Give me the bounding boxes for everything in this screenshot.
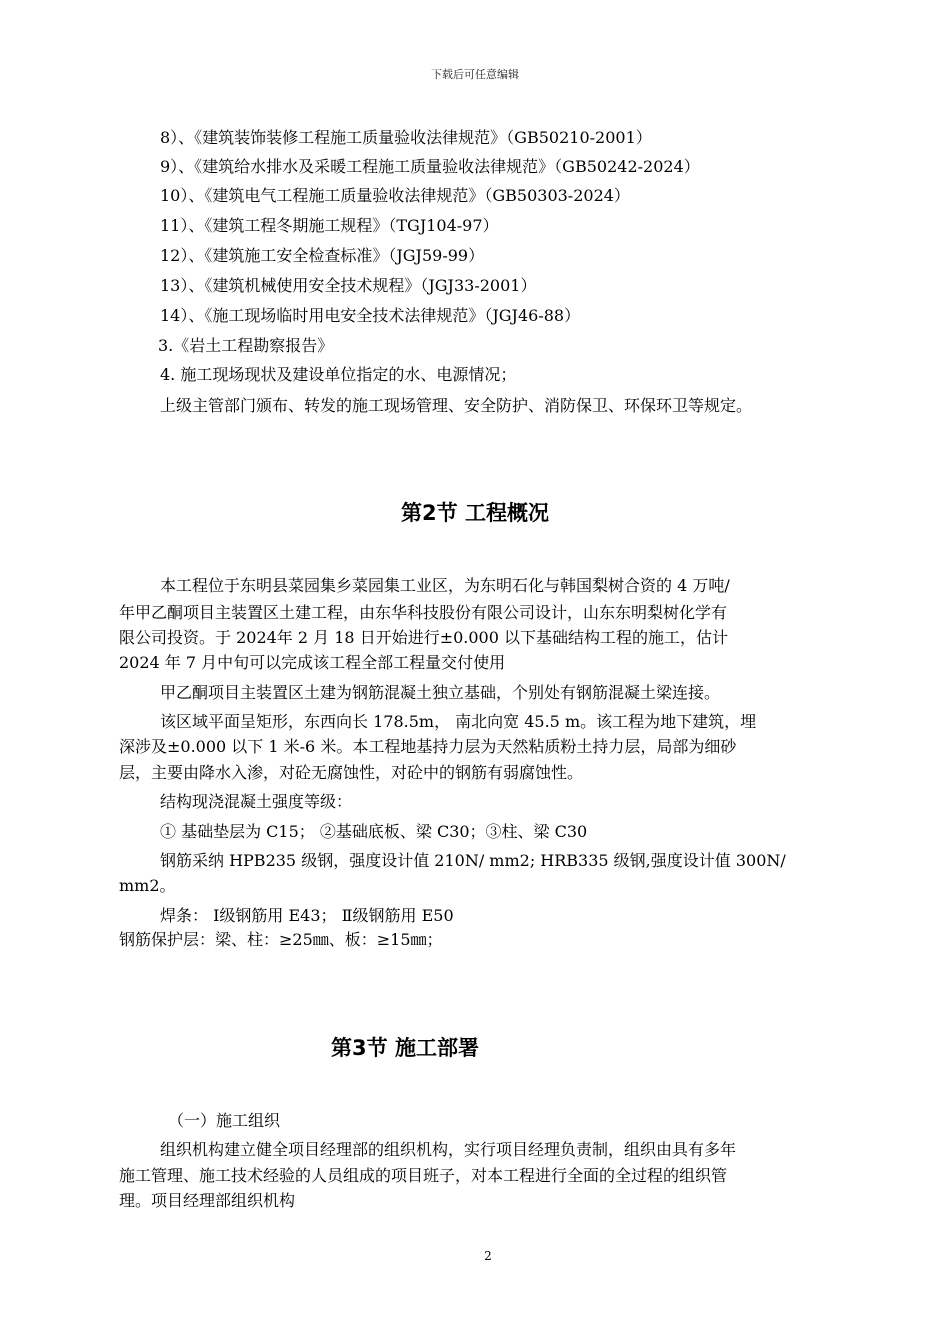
paragraph-line: 限公司投资。于 2024年 2 月 18 日开始进行±0.000 以下基础结构工程的施工，估计 [119,628,728,647]
paragraph-line: 年甲乙酮项目主装置区土建工程，由东华科技股份有限公司设计，山东东明梨树化学有 [119,603,728,622]
paragraph-line: 2024 年 7 月中旬可以完成该工程全部工程量交付使用 [119,653,506,672]
reference-item: 4. 施工现场现状及建设单位指定的水、电源情况； [160,365,517,384]
paragraph-line: 组织机构建立健全项目经理部的组织机构，实行项目经理负责制，组织由具有多年 [160,1140,737,1159]
paragraph-line: 钢筋采纳 HPB235 级钢，强度设计值 210N/ mm2; HRB335 级钢,强度设计值 300N/ [160,851,786,870]
paragraph-line: 该区域平面呈矩形，东西向长 178.5m， 南北向宽 45.5 m。该工程为地下建筑，埋 [160,712,757,731]
paragraph-line: 理。项目经理部组织机构 [119,1191,296,1210]
reference-item: 12）、《建筑施工安全检查标准》（JGJ59-99） [160,246,485,265]
reference-item: 14）、《施工现场临时用电安全技术法律规范》（JGJ46-88） [160,306,581,325]
paragraph-line: 焊条： Ⅰ级钢筋用 E43； Ⅱ级钢筋用 E50 [160,906,454,925]
subheading: （一）施工组织 [168,1111,281,1130]
paragraph-line: 层，主要由降水入渗，对砼无腐蚀性，对砼中的钢筋有弱腐蚀性。 [119,763,584,782]
paragraph-line: ① 基础垫层为 C15； ②基础底板、梁 C30；③柱、梁 C30 [160,822,588,841]
reference-item: 上级主管部门颁布、转发的施工现场管理、安全防护、消防保卫、环保环卫等规定。 [160,396,753,415]
page-header: 下载后可任意编辑 [431,68,519,81]
paragraph-line: 钢筋保护层：梁、柱：≥25㎜、板：≥15㎜； [119,930,443,949]
paragraph-line: mm2。 [119,876,176,895]
paragraph-line: 深涉及±0.000 以下 1 米-6 米。本工程地基持力层为天然粘质粉土持力层，局部为细砂 [119,737,737,756]
reference-item: 10）、《建筑电气工程施工质量验收法律规范》（GB50303-2024） [160,186,630,205]
paragraph-line: 本工程位于东明县菜园集乡菜园集工业区，为东明石化与韩国梨树合资的 4 万吨/ [160,576,730,595]
section-3-title: 第3节 施工部署 [331,1036,479,1060]
reference-item: 3.《岩土工程勘察报告》 [158,336,334,355]
page-number: 2 [484,1249,492,1263]
section-2-title: 第2节 工程概况 [401,501,549,525]
reference-item: 9）、《建筑给水排水及采暖工程施工质量验收法律规范》（GB50242-2024） [160,157,700,176]
paragraph-line: 施工管理、施工技术经验的人员组成的项目班子，对本工程进行全面的全过程的组织管 [119,1166,728,1185]
reference-item: 11）、《建筑工程冬期施工规程》（TGJ104-97） [160,216,499,235]
reference-item: 13）、《建筑机械使用安全技术规程》（JGJ33-2001） [160,276,537,295]
paragraph-line: 结构现浇混凝土强度等级： [160,792,353,811]
reference-item: 8）、《建筑装饰装修工程施工质量验收法律规范》（GB50210-2001） [160,128,652,147]
paragraph-line: 甲乙酮项目主装置区土建为钢筋混凝土独立基础，个别处有钢筋混凝土梁连接。 [160,683,721,702]
